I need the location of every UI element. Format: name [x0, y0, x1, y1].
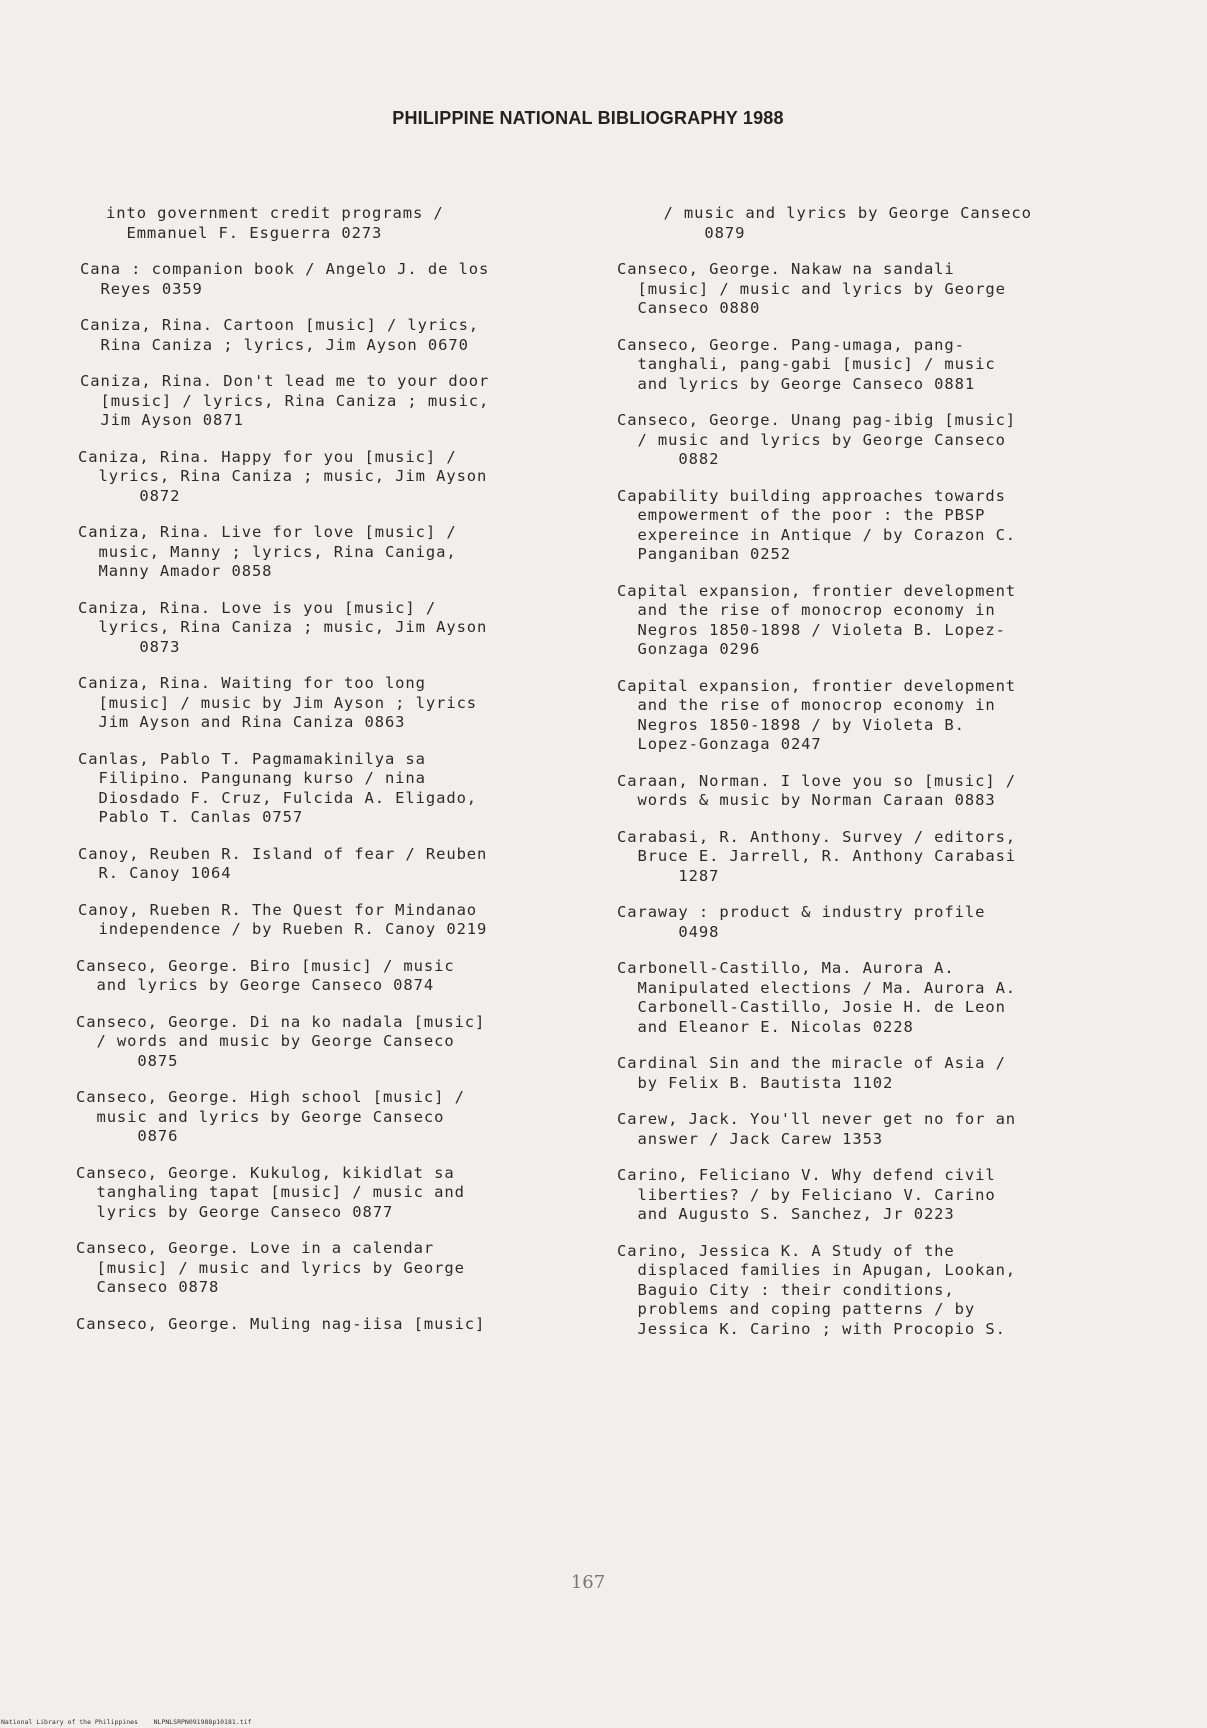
list-item: Cardinal Sin and the miracle of Asia / by Felix B. Bautista 1102 [617, 1054, 1006, 1092]
list-item: Canseco, George. Pang-umaga, pang- tanghali, pang-gabi [music] / music and lyrics by George Canseco 0881 [617, 335, 996, 393]
list-item: Canseco, George. Di na ko nadala [music] / words and music by George Canseco 0875 [76, 1012, 486, 1070]
footer-scan-label: National Library of the Philippines NLPNLSRPN091988p10181.tif [1, 1718, 252, 1726]
list-item: Canseco, George. Kukulog, kikidlat sa tanghaling tapat [music] / music and lyrics by George Canseco 0877 [76, 1163, 465, 1221]
list-item: Caniza, Rina. Waiting for too long [music] / music by Jim Ayson ; lyrics Jim Ayson and Rina Caniza 0863 [78, 674, 478, 731]
list-item: Capital expansion, frontier development and the rise of monocrop economy in Negros 1850-1898 / Violeta B. Lopez- Gonzaga 0296 [617, 581, 1017, 658]
list-item: Canseco, George. Unang pag-ibig [music] / music and lyrics by George Canseco 0882 [617, 411, 1017, 468]
list-item: Caniza, Rina. Cartoon [music] / lyrics, Rina Caniza ; lyrics, Jim Ayson 0670 [80, 316, 480, 354]
list-item: into government credit programs / Emmanuel F. Esguerra 0273 [106, 204, 444, 242]
list-item: Canseco, George. Muling nag-iisa [music] [76, 1314, 486, 1333]
list-item: Canseco, George. Biro [music] / music and lyrics by George Canseco 0874 [76, 956, 455, 994]
list-item: Canlas, Pablo T. Pagmamakinilya sa Filipino. Pangunang kurso / nina Diosdado F. Cruz, Fulcida A. Eligado, Pablo T. Canlas 0757 [78, 749, 478, 826]
list-item: Caniza, Rina. Live for love [music] / music, Manny ; lyrics, Rina Caniga, Manny Amador 0858 [78, 523, 457, 580]
list-item: Carbonell-Castillo, Ma. Aurora A. Manipulated elections / Ma. Aurora A. Carbonell-Castillo, Josie H. de Leon and Eleanor E. Nicolas 0228 [617, 959, 1017, 1036]
list-item: Capability building approaches towards empowerment of the poor : the PBSP expereince in Antique / by Corazon C. Panganiban 0252 [617, 486, 1017, 563]
list-item: Caniza, Rina. Love is you [music] / lyrics, Rina Caniza ; music, Jim Ayson 0873 [78, 598, 488, 656]
left-column [78, 204, 578, 1334]
list-item: Canseco, George. High school [music] / music and lyrics by George Canseco 0876 [76, 1088, 465, 1145]
list-item: Carabasi, R. Anthony. Survey / editors, Bruce E. Jarrell, R. Anthony Carabasi 1287 [617, 827, 1017, 885]
list-item: Canseco, George. Nakaw na sandali [music] / music and lyrics by George Canseco 0880 [617, 260, 1006, 317]
list-item: Carino, Jessica K. A Study of the displaced families in Apugan, Lookan, Baguio City : their conditions, problems and coping patterns / by Jessica K. Carino ; with Procopio S. [617, 1241, 1017, 1338]
list-item: Canoy, Reuben R. Island of fear / Reuben R. Canoy 1064 [78, 844, 488, 882]
list-item: Carino, Feliciano V. Why defend civil liberties? / by Feliciano V. Carino and Augusto S. Sanchez, Jr 0223 [617, 1166, 996, 1223]
list-item: Caniza, Rina. Don't lead me to your door [music] / lyrics, Rina Caniza ; music, Jim Ayson 0871 [80, 372, 490, 429]
list-item: Caniza, Rina. Happy for you [music] / lyrics, Rina Caniza ; music, Jim Ayson 0872 [78, 447, 488, 505]
right-column [617, 204, 1117, 1339]
list-item: / music and lyrics by George Canseco 0879 [663, 204, 1032, 242]
list-item: Capital expansion, frontier development and the rise of monocrop economy in Negros 1850-1898 / by Violeta B. Lopez-Gonzaga 0247 [617, 676, 1017, 753]
list-item: Carew, Jack. You'll never get no for an answer / Jack Carew 1353 [617, 1110, 1017, 1148]
page-number: 167 [570, 1572, 606, 1593]
list-item: Caraan, Norman. I love you so [music] / words & music by Norman Caraan 0883 [617, 771, 1017, 809]
list-item: Canseco, George. Love in a calendar [music] / music and lyrics by George Canseco 0878 [76, 1239, 465, 1296]
list-item: Cana : companion book / Angelo J. de los Reyes 0359 [80, 260, 490, 298]
list-item: Caraway : product & industry profile 0498 [617, 903, 986, 941]
page-title: PHILIPPINE NATIONAL BIBLIOGRAPHY 1988 [392, 108, 784, 128]
list-item: Canoy, Rueben R. The Quest for Mindanao independence / by Rueben R. Canoy 0219 [78, 900, 488, 938]
